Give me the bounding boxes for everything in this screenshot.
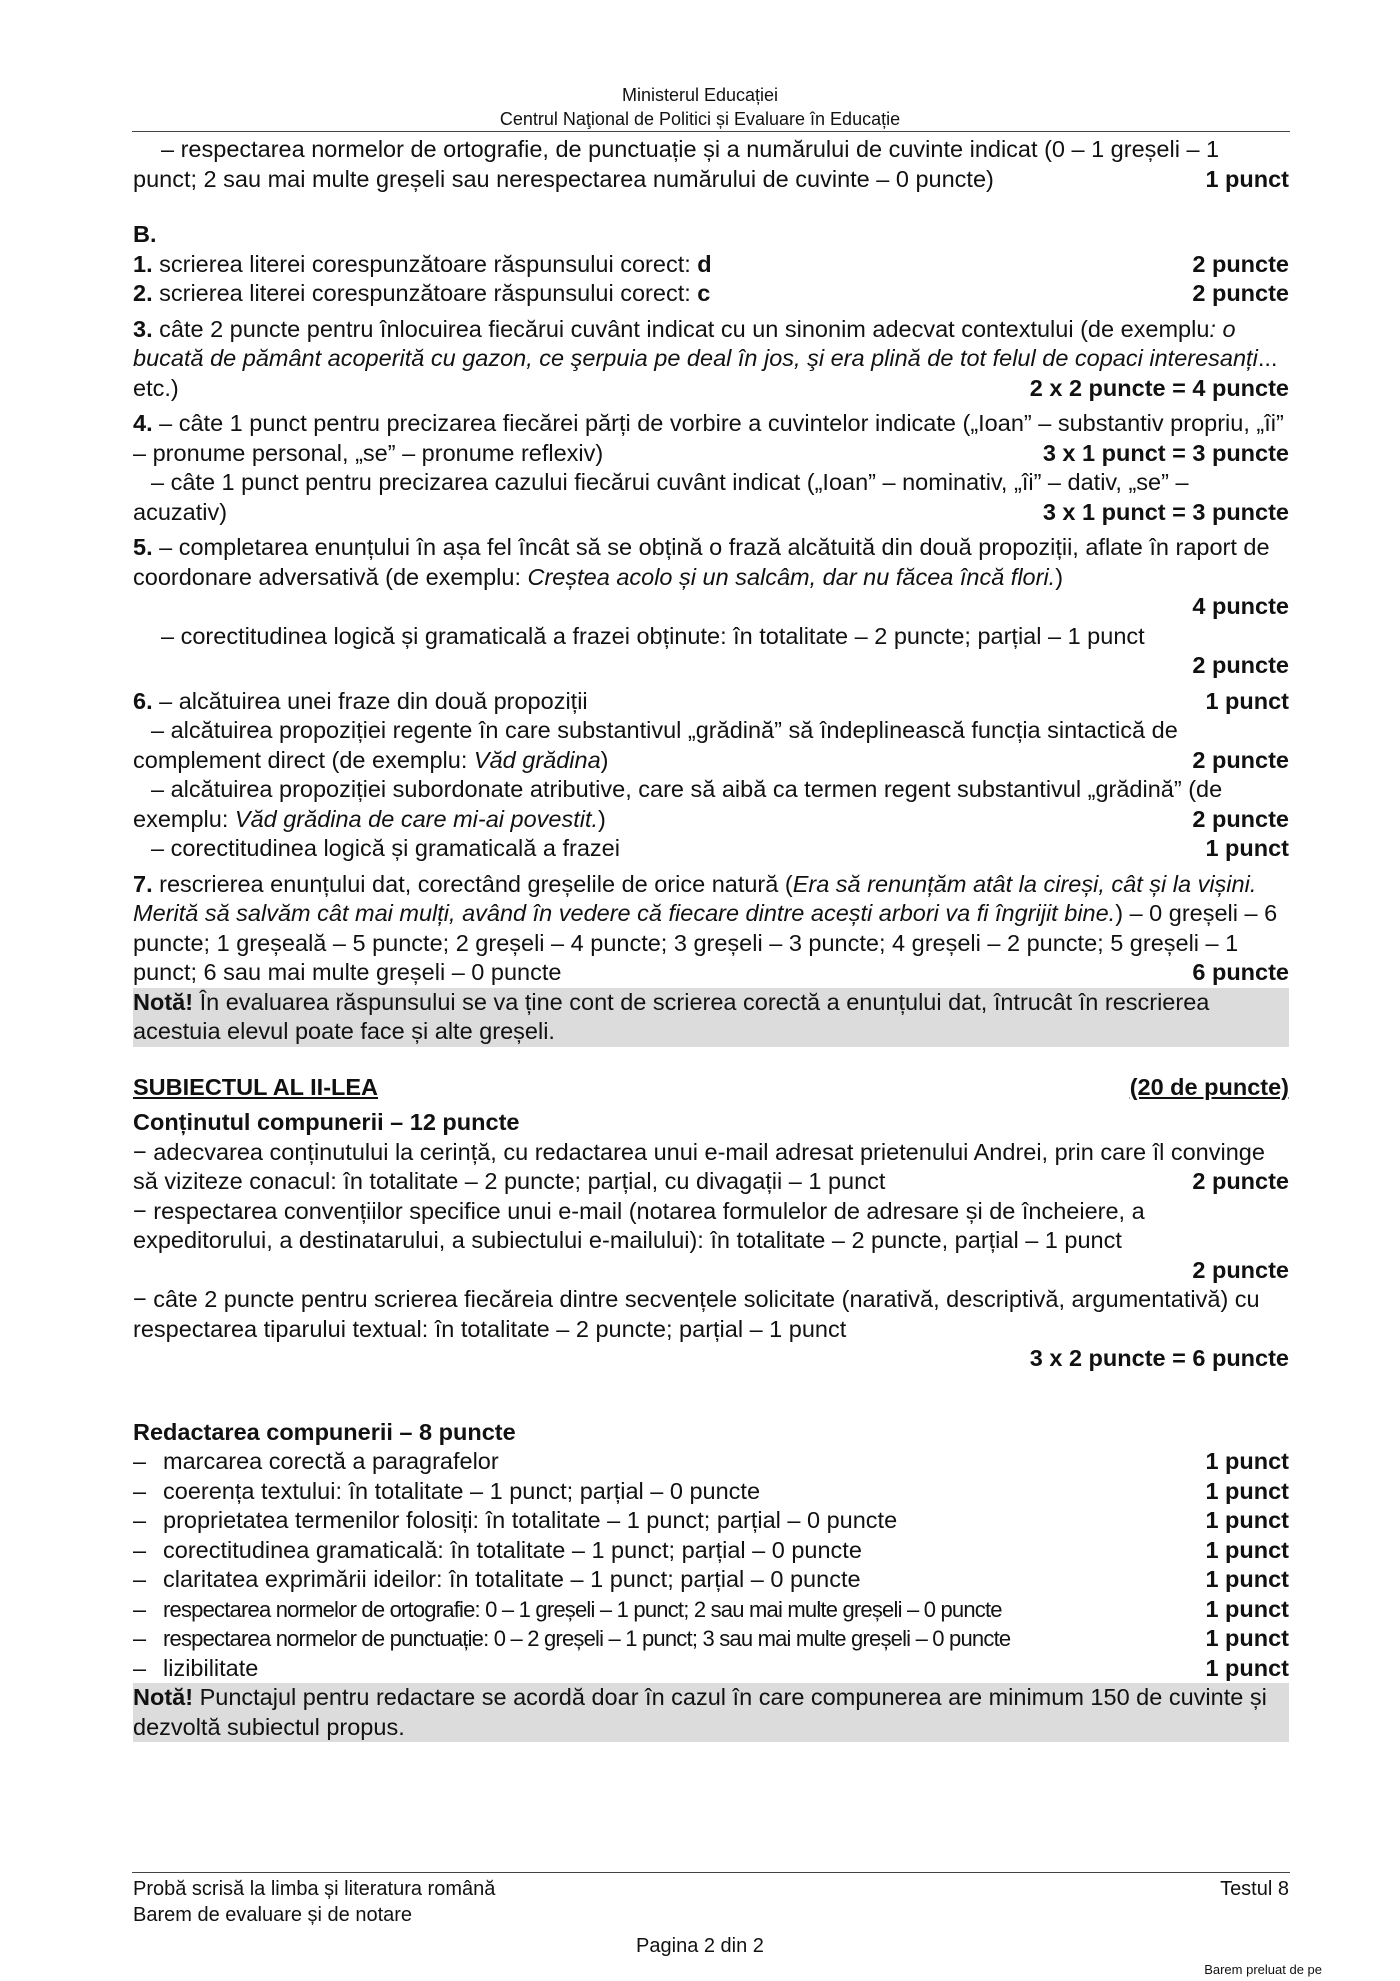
q6c-text: – alcătuirea propoziției subordonate atributive, care să aibă ca termen regent substantivul „grădină” (de exemplu:: [133, 776, 1223, 832]
q5b-points: 2 puncte: [1192, 652, 1289, 678]
q6a-text: – alcătuirea unei fraze din două propoziții: [152, 687, 588, 714]
q6b-close: ): [600, 746, 609, 773]
q3-text: câte 2 puncte pentru înlocuirea fiecărui cuvânt indicat cu un sinonim adecvat contextului (de exemplu: [152, 315, 1210, 342]
writing-item: [133, 1536, 1289, 1566]
writing-item-points: 1 punct: [1205, 1448, 1289, 1474]
writing-item: [133, 1447, 1289, 1477]
writing-item-points: 1 punct: [1205, 1507, 1289, 1533]
q2-points: 2 puncte: [1192, 280, 1289, 306]
q1-text: scrierea literei corespunzătoare răspunsului corect:: [152, 250, 698, 277]
writing-item-points: 1 punct: [1205, 1566, 1289, 1592]
q7-tail: ) – 0 greșeli – 6 puncte; 1 greșeală – 5 puncte; 2 greșeli – 4 puncte; 3 greșeli – 3 puncte; 4 greșeli – 2 puncte; 5 greșeli – 1 punct; 6 sau mai multe greșeli – 0 puncte: [133, 900, 1278, 985]
writing-item-points: 1 punct: [1205, 1477, 1289, 1504]
q3-points: 2 x 2 puncte = 4 puncte: [1029, 374, 1289, 401]
content-item-3-points: 3 x 2 puncte = 6 puncte: [1029, 1345, 1289, 1371]
writing-item-dash: –: [133, 1595, 147, 1622]
part-b-note-label: Notă!: [133, 988, 194, 1015]
page-number: Pagina 2 din 2: [636, 1935, 764, 1957]
writing-item-text: coerența textului: în totalitate – 1 punct; parțial – 0 puncte: [163, 1477, 761, 1504]
subject-2-title: SUBIECTUL AL II-LEA: [133, 1073, 379, 1100]
q3-number: 3.: [133, 315, 153, 342]
content-item-2: [133, 1197, 1289, 1256]
q6d-text: – corectitudinea logică și gramaticală a frazei: [151, 835, 620, 861]
content-item-1-points: 2 puncte: [1192, 1168, 1289, 1194]
writing-item: [133, 1595, 1289, 1625]
writing-list: [133, 1447, 1289, 1683]
writing-item-dash: –: [133, 1625, 147, 1651]
q5b-text: – corectitudinea logică și gramaticală a frazei obținute: în totalitate – 2 puncte; parțial – 1 punct: [161, 622, 1145, 649]
q3-example: : o bucată de pământ acoperită cu gazon, ce şerpuia pe deal în jos, şi era plină de tot felul de copaci interesanți: [133, 315, 1258, 371]
writing-item-dash: –: [133, 1448, 147, 1474]
question-6a: [133, 687, 1289, 717]
header-ministry: Ministerul Educației: [621, 85, 779, 105]
content-item-2-text: − respectarea convențiilor specifice unui e-mail (notarea formulelor de adresare și de încheiere, a expeditorului, a destinatarului, a subiectului e-mailului): în totalitate – 2 puncte, parțial – 1 punct: [133, 1197, 1145, 1253]
q5a-close: ): [1055, 563, 1064, 590]
question-3: [133, 315, 1289, 404]
intro-item: [133, 135, 1289, 194]
content-item-3: [133, 1285, 1289, 1344]
part-b-label: B.: [133, 221, 157, 247]
q3-tail: ... etc.): [133, 345, 1278, 401]
footer-rule: [132, 1872, 1290, 1873]
subject-2-note-label: Notă!: [133, 1684, 194, 1710]
question-5a: [133, 533, 1289, 592]
q6-number: 6.: [133, 687, 153, 714]
q5a-text: – completarea enunțului în așa fel încât să se obțină o frază alcătuită din două propoziții, aflate în raport de coordonare adversativă (de exemplu:: [133, 534, 1270, 590]
writing-item-points: 1 punct: [1205, 1536, 1289, 1563]
question-4b: [133, 468, 1289, 527]
writing-item-text: claritatea exprimării ideilor: în totalitate – 1 punct; parțial – 0 puncte: [163, 1566, 861, 1592]
question-4a: [133, 409, 1289, 468]
writing-item-points: 1 punct: [1205, 1654, 1289, 1681]
question-5b: [133, 622, 1289, 652]
writing-item-dash: –: [133, 1507, 147, 1533]
writing-item-text: proprietatea termenilor folosiți: în totalitate – 1 punct; parțial – 0 puncte: [163, 1507, 898, 1533]
content-item-2-points: 2 puncte: [1192, 1256, 1289, 1283]
intro-text: – respectarea normelor de ortografie, de punctuație și a numărului de cuvinte indicat (0 – 1 greșeli – 1 punct; 2 sau mai multe greșeli sau nerespectarea numărului de cuvinte – 0 puncte): [133, 136, 1220, 192]
footer-test-number: Testul 8: [1220, 1878, 1289, 1900]
writing-item-dash: –: [133, 1536, 147, 1563]
footer: [133, 1876, 1289, 1928]
subject-2-header: [133, 1073, 1289, 1103]
content-item-3-text: − câte 2 puncte pentru scrierea fiecăreia dintre secvențele solicitate (narativă, descriptivă, argumentativă) cu respectarea tiparului textual: în totalitate – 2 puncte; parțial – 1 punct: [133, 1286, 1260, 1342]
q2-number: 2.: [133, 280, 153, 306]
q4a-points: 3 x 1 punct = 3 puncte: [1042, 439, 1289, 466]
subject-2-note-text: Punctajul pentru redactare se acordă doar în cazul în care compunerea are minimum 150 de cuvinte și dezvoltă subiectul propus.: [133, 1684, 1267, 1740]
content-item-1-text: − adecvarea conținutului la cerință, cu redactarea unui e-mail adresat prietenului Andrei, prin care îl convinge să viziteze conacul: în totalitate – 2 puncte; parțial, cu divagații – 1 punct: [133, 1138, 1265, 1194]
content-heading: Conținutul compunerii – 12 puncte: [133, 1109, 520, 1135]
subject-2-note: [133, 1683, 1289, 1742]
writing-item-points: 1 punct: [1205, 1625, 1289, 1651]
writing-item-text: marcarea corectă a paragrafelor: [163, 1448, 499, 1474]
writing-item-text: respectarea normelor de ortografie: 0 – 1 greșeli – 1 punct; 2 sau mai multe greșeli – 0 puncte: [163, 1596, 1002, 1622]
q2-text: scrierea literei corespunzătoare răspunsului corect:: [152, 280, 698, 306]
q1-points: 2 puncte: [1192, 250, 1289, 277]
q4b-points: 3 x 1 punct = 3 puncte: [1042, 498, 1289, 525]
q7-example: Era să renunțăm atât la cireși, cât și la vișini. Merită să salvăm cât mai mulți, având în vedere că fiecare dintre acești arbori va fi îngrijit bine.: [133, 870, 1257, 926]
writing-item-dash: –: [133, 1654, 147, 1681]
header-center: Centrul Naţional de Politici și Evaluare în Educație: [499, 109, 901, 129]
subject-2-points: (20 de puncte): [1129, 1073, 1289, 1100]
writing-item: [133, 1654, 1289, 1684]
question-6d: [133, 834, 1289, 864]
q7-points: 6 puncte: [1192, 959, 1289, 985]
question-6c: [133, 775, 1289, 834]
source-credit: Barem preluat de pe: [1204, 1962, 1322, 1977]
footer-exam-name: Probă scrisă la limba și literatura română: [133, 1878, 496, 1900]
q4a-text: – câte 1 punct pentru precizarea fiecărei părți de vorbire a cuvintelor indicate („Ioan” – substantiv propriu, „îi” – pronume personal, „se” – pronume reflexiv): [133, 410, 1284, 466]
writing-item-text: respectarea normelor de punctuație: 0 – 2 greșeli – 1 punct; 3 sau mai multe greșeli – 0 puncte: [163, 1626, 1011, 1651]
q7-text: rescrierea enunțului dat, corectând greșelile de orice natură (: [152, 870, 793, 897]
question-6b: [133, 716, 1289, 775]
part-b-note: [133, 988, 1289, 1047]
intro-points: 1 punct: [1205, 165, 1289, 192]
writing-item-dash: –: [133, 1477, 147, 1504]
q5a-points: 4 puncte: [1192, 593, 1289, 619]
q7-number: 7.: [133, 870, 153, 897]
q6c-example: Văd grădina de care mi-ai povestit.: [234, 805, 599, 832]
q6b-example: Văd grădina: [473, 746, 601, 773]
writing-item-dash: –: [133, 1566, 147, 1592]
question-7: [133, 870, 1289, 988]
q6d-points: 1 punct: [1205, 835, 1289, 861]
q2-answer: c: [697, 280, 711, 306]
question-2: [133, 279, 1289, 309]
q5a-example: Creștea acolo și un salcâm, dar nu făcea încă flori.: [527, 563, 1056, 590]
q6a-points: 1 punct: [1205, 687, 1289, 714]
q6c-close: ): [598, 805, 606, 832]
q6b-text: – alcătuirea propoziției regente în care substantivul „grădină” să îndeplinească funcția sintactică de complement direct (de exemplu:: [133, 717, 1178, 773]
q1-answer: d: [697, 250, 712, 277]
writing-item: [133, 1477, 1289, 1507]
writing-item-points: 1 punct: [1205, 1595, 1289, 1622]
q6c-points: 2 puncte: [1192, 805, 1289, 832]
q4b-text: – câte 1 punct pentru precizarea cazului fiecărui cuvânt indicat („Ioan” – nominativ, „îi” – dativ, „se” – acuzativ): [133, 469, 1189, 525]
q5-number: 5.: [133, 534, 153, 560]
document-body: [133, 135, 1289, 1742]
writing-item: [133, 1565, 1289, 1595]
writing-heading: Redactarea compunerii – 8 puncte: [133, 1418, 516, 1445]
q1-number: 1.: [133, 250, 153, 277]
part-b-note-text: În evaluarea răspunsului se va ține cont de scrierea corectă a enunțului dat, întrucât în rescrierea acestuia elevul poate face și alte greșeli.: [133, 988, 1210, 1044]
q4-number: 4.: [133, 410, 153, 436]
header-rule: [132, 131, 1290, 132]
writing-item-text: lizibilitate: [163, 1654, 259, 1681]
footer-scheme-name: Barem de evaluare și de notare: [133, 1904, 413, 1926]
writing-item: [133, 1506, 1289, 1536]
writing-item-text: corectitudinea gramaticală: în totalitate – 1 punct; parțial – 0 puncte: [163, 1536, 862, 1563]
q6b-points: 2 puncte: [1192, 746, 1289, 773]
question-1: [133, 250, 1289, 280]
content-item-1: [133, 1138, 1289, 1197]
writing-item: [133, 1624, 1289, 1654]
